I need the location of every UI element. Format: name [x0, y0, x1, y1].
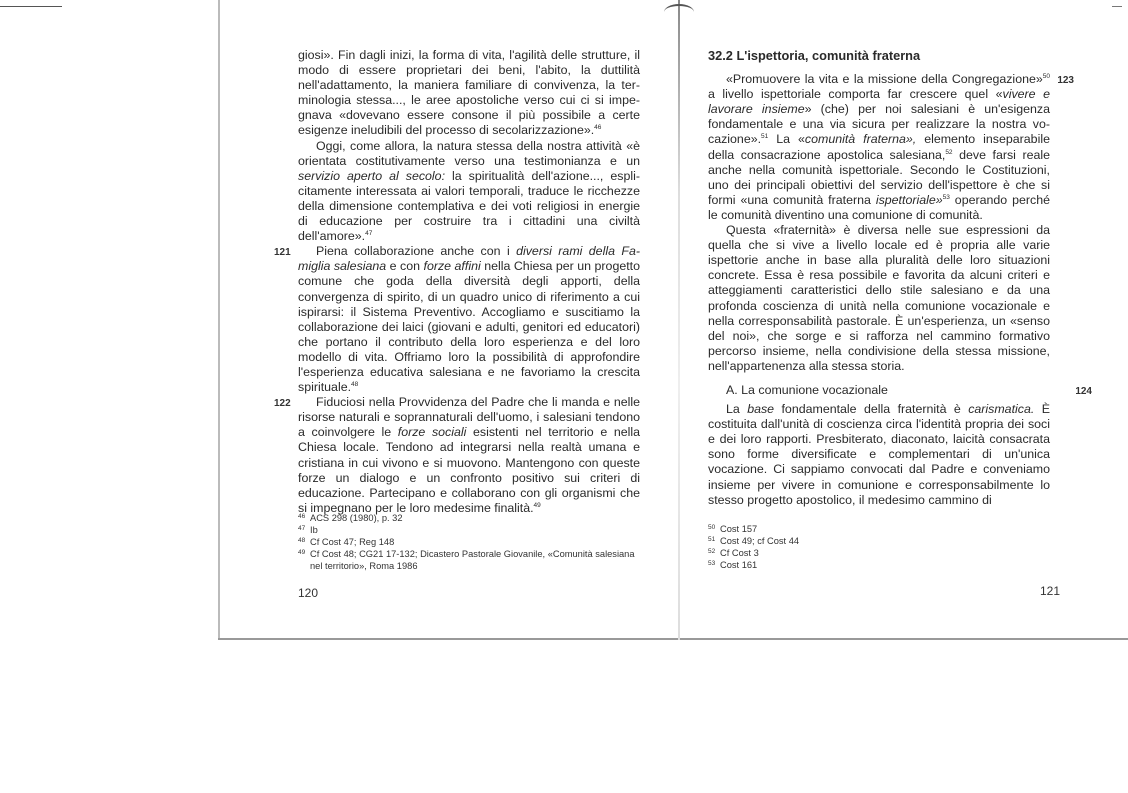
margin-paragraph-number: 121	[274, 247, 291, 259]
footnote	[708, 547, 1050, 559]
italic-phrase: servizio aperto al secolo:	[298, 168, 446, 183]
footnote-number: 51	[708, 536, 716, 543]
paragraph-text: Piena collaborazione anche con i diversi rami della Famiglia salesiana e con forze affini nella Chiesa per un progetto comune che goda della diversità degli apporti, della convergenza di spirito, di un quadro unico di riferimento a cui ispirarsi: il Sistema Preventivo. Accogliamo e suscitiamo la collaborazione dei laici (giovani e adulti, genitori ed educatori) che portano il contributo della loro esperienza e del loro modello di vita. Offriamo loro la possibilità di approfondire l'esperienza educativa salesiana e ne favoriamo la crescita spirituale.$^{48}$	[298, 244, 641, 395]
footnote-number: 49	[298, 549, 306, 556]
footnote-text: Cost 49; cf Cost 44	[720, 536, 800, 546]
footnote-number: 52	[708, 548, 716, 555]
right-footnotes	[708, 523, 1050, 571]
footnote-number: 50	[708, 524, 716, 531]
scan-edge-line	[0, 6, 62, 7]
subsection-heading	[726, 382, 1092, 398]
footnote-number: 48	[298, 537, 306, 544]
right-page-number: 121	[1040, 584, 1061, 598]
footnote	[298, 524, 640, 536]
footnote-text: Cf Cost 48; CG21 17-132; Dicastero Pastorale Giovanile, «Comunità salesiana nel territorio», Roma 1986	[310, 549, 635, 571]
footnote	[708, 523, 1050, 535]
footnote	[298, 548, 640, 572]
italic-phrase: vivere e lavorare insieme	[708, 87, 1050, 117]
left-footnotes	[298, 512, 640, 572]
paragraph-text: «Promuovere la vita e la missione della Congregazione»$^{50}$ a livello ispettoriale comporta far crescere quel «vivere e lavorare insieme» (che) per noi salesiani è un'esigenza fondamentale e una via sicura per realizzare la nostra vocazione».$^{51}$ La «comunità fraterna», elemento inseparabile della consacrazione apostolica salesiana,$^{52}$ deve farsi reale anche nella comunità ispettoriale. Secondo le Costituzioni, uno dei principali obiettivi del servizio dell'ispettore è che si formi «una comunità fraterna ispettoriale»$^{53}$ operando perché le comunità diventino una comunione di comunità.	[708, 72, 1051, 222]
footnote-number: 53	[708, 560, 716, 567]
footnote-text: Cf Cost 47; Reg 148	[310, 537, 395, 547]
footnote-ref[interactable]: 49	[533, 501, 541, 509]
footnote-ref[interactable]: 53	[942, 193, 950, 201]
paragraph	[298, 139, 640, 245]
gutter-binding-mark	[664, 4, 694, 20]
book-gutter	[678, 0, 680, 640]
footnote-text: Cost 157	[720, 524, 758, 534]
paragraph-text: Fiduciosi nella Provvidenza del Padre che li manda e nelle risorse naturali e soprannaturali dell'uomo, i salesiani tendono a coinvolgere le forze sociali esistenti nel territorio e nella Chiesa locale. Tendono ad integrarsi nella realtà umana e cristiana in cui vivono e si muovono. Mantengono con queste forze un dialogo e un confronto positivo sui criteri di educazione. Partecipano e collaborano con gli organismi che si impegnano per le loro medesime finalità.$^{49}$	[298, 395, 641, 515]
paragraph	[708, 72, 1074, 223]
paragraph	[708, 402, 1050, 508]
footnote-ref[interactable]: 51	[761, 133, 769, 141]
italic-phrase: diversi rami della Famiglia salesiana	[298, 244, 640, 274]
left-page-body	[274, 48, 641, 516]
right-page-body-a	[708, 72, 1074, 374]
italic-phrase: ispettoriale»	[875, 192, 943, 207]
footnote-ref[interactable]: 52	[945, 148, 953, 156]
margin-paragraph-number: 124	[1075, 385, 1092, 397]
left-page-number: 120	[298, 586, 319, 600]
paragraph-text: La base fondamentale della fraternità è carismatica. È costituita dall'unità di coscienza circa l'identità propria dei soci e dei loro rapporti. Presbiterato, diaconato, laicità consacrata sono forme diversificate e complementari di un'unica vocazione. Ci sappiamo convocati dal Padre e conveniamo insieme per vivere in comunione e corresponsabilmente lo stesso progetto apostolico, il medesimo cammino di	[708, 402, 1050, 507]
footnote-ref[interactable]: 47	[365, 230, 373, 237]
paragraph	[708, 223, 1050, 374]
italic-phrase: base	[747, 402, 775, 417]
footnote-ref[interactable]: 46	[594, 124, 602, 132]
italic-phrase: forze affini	[423, 259, 481, 274]
paragraph	[274, 244, 641, 395]
footnote-number: 46	[298, 513, 306, 520]
left-page	[274, 48, 641, 516]
footnote-ref[interactable]: 50	[1042, 72, 1050, 80]
right-page-body-b	[708, 402, 1050, 508]
paragraph	[298, 48, 640, 139]
paragraph-text: Questa «fraternità» è diversa nelle sue espressioni da quella che si vive a livello locale ed è propria alle varie ispettorie anche in base alla pluralità delle loro situazioni concrete. Essa è resa possibile e favorita da alcuni criteri e atteggiamenti caratteristici dello stile salesiano e da una profonda coscienza di unità nella comunione vocazionale e nella corresponsabilità pastorale. È un'esperienza, un «senso del noi», che sorge e si rafforza nel cammino formativo percorso insieme, nella condivisione della stessa missione, nell'appartenenza alla stessa storia.	[708, 223, 1050, 373]
footnote	[298, 536, 640, 548]
footnote-text: Ib	[310, 525, 318, 535]
footnote-number: 47	[298, 525, 306, 532]
footnote-ref[interactable]: 48	[351, 380, 359, 388]
page-edge-left	[218, 0, 220, 640]
italic-phrase: forze sociali	[397, 425, 467, 440]
italic-phrase: carismatica.	[968, 402, 1035, 417]
subsection-title: A. La comunione vocazionale	[726, 382, 888, 397]
paragraph-text: Oggi, come allora, la natura stessa della nostra attività «è orientata costitutivamente verso una testimonianza e un servizio aperto al secolo: la spiritualità dell'azione..., esplicitamente interessata ai valori temporali, traduce le ricchezze della dimensione contemplativa e dei voti religiosi in energie di educazione per costruire tra i cittadini una civiltà dell'amore».$^{47}$	[298, 138, 640, 244]
section-title: 32.2 L'ispettoria, comunità fraterna	[708, 48, 921, 63]
paragraph-text: giosi». Fin dagli inizi, la forma di vita, l'agilità delle strutture, il modo di essere proprietari dei beni, l'abito, la duttilità nell'adattamento, la maniera familiare di convivenza, la terminologia stessa..., le aree apostoliche verso cui ci si impegnava «dovevano essere consone il più possibile a certe esigenze ineludibili del processo di secolarizzazione».$^{46}$	[298, 48, 640, 138]
footnote	[708, 559, 1050, 571]
margin-paragraph-number: 122	[274, 398, 291, 410]
italic-phrase: comunità fraterna»,	[804, 132, 917, 147]
footnote-text: Cost 161	[720, 560, 758, 570]
footnote-text: Cf Cost 3	[720, 548, 759, 558]
footnote	[298, 512, 640, 524]
scan-edge-mark	[1112, 6, 1122, 7]
right-page	[708, 48, 1092, 508]
footnote-text: ACS 298 (1980), p. 32	[310, 513, 403, 523]
footnote	[708, 535, 1050, 547]
margin-paragraph-number: 123	[1057, 75, 1074, 87]
page-bottom-edge	[218, 638, 1128, 640]
paragraph	[274, 395, 641, 516]
